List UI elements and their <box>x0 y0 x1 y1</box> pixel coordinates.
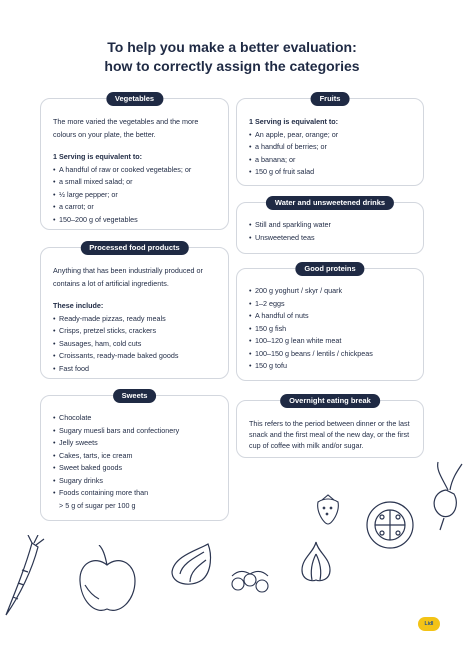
proteins-card <box>236 264 424 381</box>
list-item: • Crisps, pretzel sticks, crackers <box>53 325 218 338</box>
list-item: • 150–200 g of vegetables <box>53 214 218 227</box>
title-line-1: To help you make a better evaluation: <box>107 39 357 55</box>
list-item: • 100–150 g beans / lentils / chickpeas <box>249 348 413 361</box>
list-item: • a handful of berries; or <box>249 141 413 154</box>
list-item: • a small mixed salad; or <box>53 176 218 189</box>
vegetables-tag: Vegetables <box>106 92 163 106</box>
sweets-last-item-line-1: Foods containing more than <box>59 488 149 497</box>
list-item: • 150 g tofu <box>249 360 413 373</box>
list-item: • a banana; or <box>249 154 413 167</box>
carrot-illustration <box>2 535 47 620</box>
list-item: • Unsweetened teas <box>249 232 413 245</box>
fruits-serving-heading: 1 Serving is equivalent to: <box>249 117 339 126</box>
drinks-tag: Water and unsweetened drinks <box>266 196 394 210</box>
blueberries-illustration <box>228 568 273 596</box>
processed-include-heading: These include: <box>53 301 104 310</box>
overnight-card <box>236 396 424 458</box>
radish-illustration <box>426 460 464 532</box>
vegetables-serving-heading: 1 Serving is equivalent to: <box>53 152 143 161</box>
list-item: • Fast food <box>53 363 218 376</box>
list-item: • 100–120 g lean white meat <box>249 335 413 348</box>
vegetables-card <box>40 94 229 230</box>
list-item: • Sugary muesli bars and confectionery <box>53 425 218 438</box>
vegetables-list <box>53 164 218 227</box>
proteins-tag: Good proteins <box>295 262 364 276</box>
list-item: • A handful of raw or cooked vegetables; or <box>53 164 218 177</box>
drinks-card <box>236 198 424 254</box>
list-item: • Still and sparkling water <box>249 219 413 232</box>
list-item: • Sweet baked goods <box>53 462 218 475</box>
strawberry-illustration <box>314 494 342 526</box>
vegetables-intro: The more varied the vegetables and the more colours on your plate, the better. <box>53 117 199 139</box>
onion-illustration <box>168 540 216 590</box>
fruits-card <box>236 94 424 186</box>
list-item: • 1–2 eggs <box>249 298 413 311</box>
overnight-text: This refers to the period between dinner or the last snack and the first meal of the new day, or the first cup of coffee with milk and/or sugar. <box>249 419 410 450</box>
list-item: • a carrot; or <box>53 201 218 214</box>
brand-logo: Lidl <box>418 617 440 631</box>
processed-tag: Processed food products <box>80 241 188 255</box>
list-item: • 150 g fish <box>249 323 413 336</box>
list-item: • Croissants, ready-made baked goods <box>53 350 218 363</box>
list-item: • 150 g of fruit salad <box>249 166 413 179</box>
list-item: • Cakes, tarts, ice cream <box>53 450 218 463</box>
fruits-tag: Fruits <box>311 92 350 106</box>
list-item: • Jelly sweets <box>53 437 218 450</box>
list-item: • A handful of nuts <box>249 310 413 323</box>
sweets-card <box>40 391 229 521</box>
processed-list <box>53 313 218 376</box>
list-item: • ½ large pepper; or <box>53 189 218 202</box>
sweets-last-item-line-2: > 5 g of sugar per 100 g <box>59 500 136 510</box>
processed-intro: Anything that has been industrially produced or contains a lot of artificial ingredients. <box>53 266 203 288</box>
proteins-list <box>249 285 413 373</box>
tomato-illustration <box>362 497 418 551</box>
drinks-list <box>249 219 413 244</box>
list-item: • An apple, pear, orange; or <box>249 129 413 142</box>
list-item: • Sugary drinks <box>53 475 218 488</box>
apple-illustration <box>75 545 140 617</box>
sweets-tag: Sweets <box>113 389 157 403</box>
sweets-list <box>53 412 218 512</box>
page-title <box>0 38 464 76</box>
list-item <box>53 487 218 512</box>
fruits-list <box>249 129 413 179</box>
garlic-illustration <box>298 540 334 584</box>
list-item: • 200 g yoghurt / skyr / quark <box>249 285 413 298</box>
title-line-2: how to correctly assign the categories <box>104 58 360 74</box>
list-item: • Chocolate <box>53 412 218 425</box>
list-item: • Sausages, ham, cold cuts <box>53 338 218 351</box>
processed-card <box>40 243 229 379</box>
list-item: • Ready-made pizzas, ready meals <box>53 313 218 326</box>
overnight-tag: Overnight eating break <box>280 394 380 408</box>
